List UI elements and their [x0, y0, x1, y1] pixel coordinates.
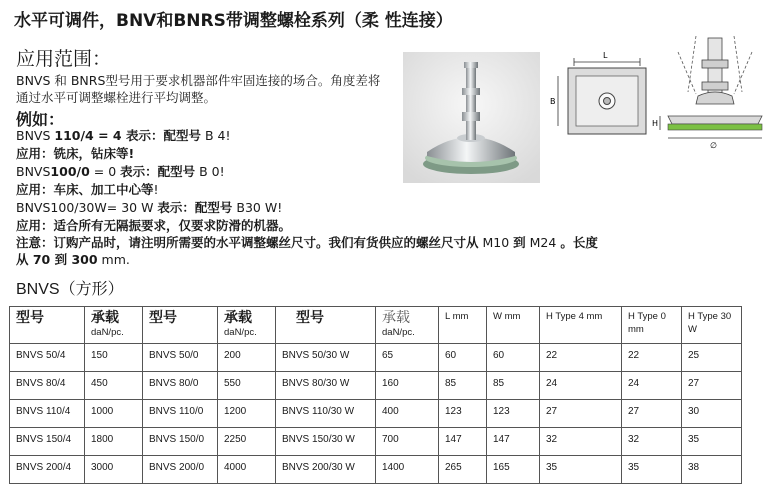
table-cell: 65 — [376, 344, 439, 372]
table-cell: 60 — [487, 344, 540, 372]
table-cell: 27 — [682, 372, 742, 400]
table-cell: 165 — [487, 456, 540, 484]
example-1-meaning: 110/4 = 4 表示：配型号 — [54, 128, 201, 143]
note-length: 。长度 — [560, 235, 598, 250]
table-cell: 35 — [622, 456, 682, 484]
intro-line-2: 通过水平可调整螺栓进行平均调整。 — [16, 90, 217, 105]
example-3-use: 应用：适合所有无隔振要求，仅要求防滑的机器。 — [16, 218, 292, 233]
table-cell: 265 — [439, 456, 487, 484]
table-cell: BNVS 80/4 — [10, 372, 85, 400]
example-2-use-text: 应用：车床、加工中心等 — [16, 182, 154, 197]
table-cell: 85 — [439, 372, 487, 400]
header-load-4: 承载 daN/pc. — [85, 307, 143, 344]
header-load-30w: 承载 daN/pc. — [376, 307, 439, 344]
header-l-mm: L mm — [439, 307, 487, 344]
dimension-diameter-label: ∅ — [710, 141, 717, 150]
table-cell: 700 — [376, 428, 439, 456]
table-cell: 27 — [622, 400, 682, 428]
note-line-1 — [16, 234, 598, 251]
table-cell: 3000 — [85, 456, 143, 484]
note-max-size: M24 — [525, 235, 561, 250]
examples-heading: 例如： — [16, 110, 65, 129]
table-cell: BNVS 150/4 — [10, 428, 85, 456]
note-min-size: M10 — [478, 235, 514, 250]
table-row — [10, 456, 742, 484]
product-photo — [403, 52, 540, 183]
table-row — [10, 344, 742, 372]
table-cell: BNVS 50/30 W — [276, 344, 376, 372]
table-cell: BNVS 150/0 — [143, 428, 218, 456]
example-2-size: 100/0 — [50, 164, 90, 179]
table-cell: 27 — [540, 400, 622, 428]
table-cell: 123 — [439, 400, 487, 428]
table-cell: 150 — [85, 344, 143, 372]
table-cell: 24 — [540, 372, 622, 400]
header-w-mm: W mm — [487, 307, 540, 344]
table-cell: BNVS 80/0 — [143, 372, 218, 400]
note-to: 到 — [513, 235, 526, 250]
table-cell: 160 — [376, 372, 439, 400]
table-cell: BNVS 110/0 — [143, 400, 218, 428]
table-cell: 400 — [376, 400, 439, 428]
table-cell: 60 — [439, 344, 487, 372]
table-header-row — [10, 307, 742, 344]
table-cell: 123 — [487, 400, 540, 428]
table-cell: 25 — [682, 344, 742, 372]
header-h-type-0: H Type 0 mm — [622, 307, 682, 344]
example-2-eq: = 0 — [89, 164, 121, 179]
note-line-2 — [16, 251, 130, 268]
table-cell: 22 — [622, 344, 682, 372]
note-range: 从 70 到 300 — [16, 252, 98, 267]
table-cell: 22 — [540, 344, 622, 372]
table-cell: BNVS 110/30 W — [276, 400, 376, 428]
table-cell: BNVS 110/4 — [10, 400, 85, 428]
table-cell: 85 — [487, 372, 540, 400]
example-3 — [16, 199, 282, 216]
table-cell: 1800 — [85, 428, 143, 456]
table-cell: 38 — [682, 456, 742, 484]
spec-table — [9, 306, 742, 484]
example-2 — [16, 163, 225, 180]
dimension-h-label: H — [652, 119, 659, 128]
example-1-model: BNVS — [16, 128, 55, 143]
table-cell: 1400 — [376, 456, 439, 484]
table-cell: 200 — [218, 344, 276, 372]
header-model-0: 型号 — [143, 307, 218, 344]
header-h-type-30w: H Type 30 W — [682, 307, 742, 344]
example-2-use — [16, 181, 159, 198]
table-cell: BNVS 200/30 W — [276, 456, 376, 484]
header-h-type-4: H Type 4 mm — [540, 307, 622, 344]
example-2-meaning: 表示：配型号 — [120, 164, 196, 179]
header-model-30w: 型号 — [276, 307, 376, 344]
example-1-use: 应用：铣床，钻床等! — [16, 146, 135, 161]
example-3-type: B30 W! — [232, 200, 283, 215]
example-3-meaning: 表示：配型号 — [157, 200, 233, 215]
header-load-0: 承载 daN/pc. — [218, 307, 276, 344]
note-unit: mm. — [97, 252, 130, 267]
table-cell: 32 — [622, 428, 682, 456]
table-cell: 30 — [682, 400, 742, 428]
table-cell: BNVS 150/30 W — [276, 428, 376, 456]
dimension-l-label: L — [603, 51, 608, 60]
table-cell: BNVS 200/0 — [143, 456, 218, 484]
page-title: 水平可调件，BNV和BNRS带调整螺栓系列（柔 性连接） — [14, 11, 453, 31]
table-cell: 147 — [439, 428, 487, 456]
table-row — [10, 372, 742, 400]
table-cell: 24 — [622, 372, 682, 400]
spec-table-wrapper — [9, 306, 742, 484]
table-cell: 4000 — [218, 456, 276, 484]
header-model-4: 型号 — [10, 307, 85, 344]
example-1 — [16, 127, 230, 144]
table-cell: 2250 — [218, 428, 276, 456]
example-3-model: BNVS100/30W= 30 W — [16, 200, 158, 215]
dimension-b-label: B — [550, 97, 556, 106]
example-1-type: B 4! — [200, 128, 231, 143]
table-cell: 147 — [487, 428, 540, 456]
example-2-model: BNVS — [16, 164, 51, 179]
table-cell: 450 — [85, 372, 143, 400]
example-2-use-end: ! — [153, 182, 159, 197]
note-text: 注意：订购产品时，请注明所需要的水平调整螺丝尺寸。我们有货供应的螺丝尺寸从 — [16, 235, 479, 250]
application-heading: 应用范围： — [16, 48, 112, 70]
table-cell: 35 — [540, 456, 622, 484]
section-title: BNVS（方形） — [16, 281, 124, 298]
table-cell: 1200 — [218, 400, 276, 428]
table-cell: BNVS 200/4 — [10, 456, 85, 484]
table-cell: BNVS 50/4 — [10, 344, 85, 372]
intro-line-1: BNVS 和 BNRS型号用于要求机器部件牢固连接的场合。角度差将 — [16, 73, 381, 88]
table-cell: 550 — [218, 372, 276, 400]
table-cell: BNVS 80/30 W — [276, 372, 376, 400]
table-cell: BNVS 50/0 — [143, 344, 218, 372]
technical-drawing — [548, 32, 770, 192]
table-cell: 32 — [540, 428, 622, 456]
table-cell: 1000 — [85, 400, 143, 428]
table-row — [10, 400, 742, 428]
example-2-type: B 0! — [195, 164, 225, 179]
table-cell: 35 — [682, 428, 742, 456]
table-row — [10, 428, 742, 456]
